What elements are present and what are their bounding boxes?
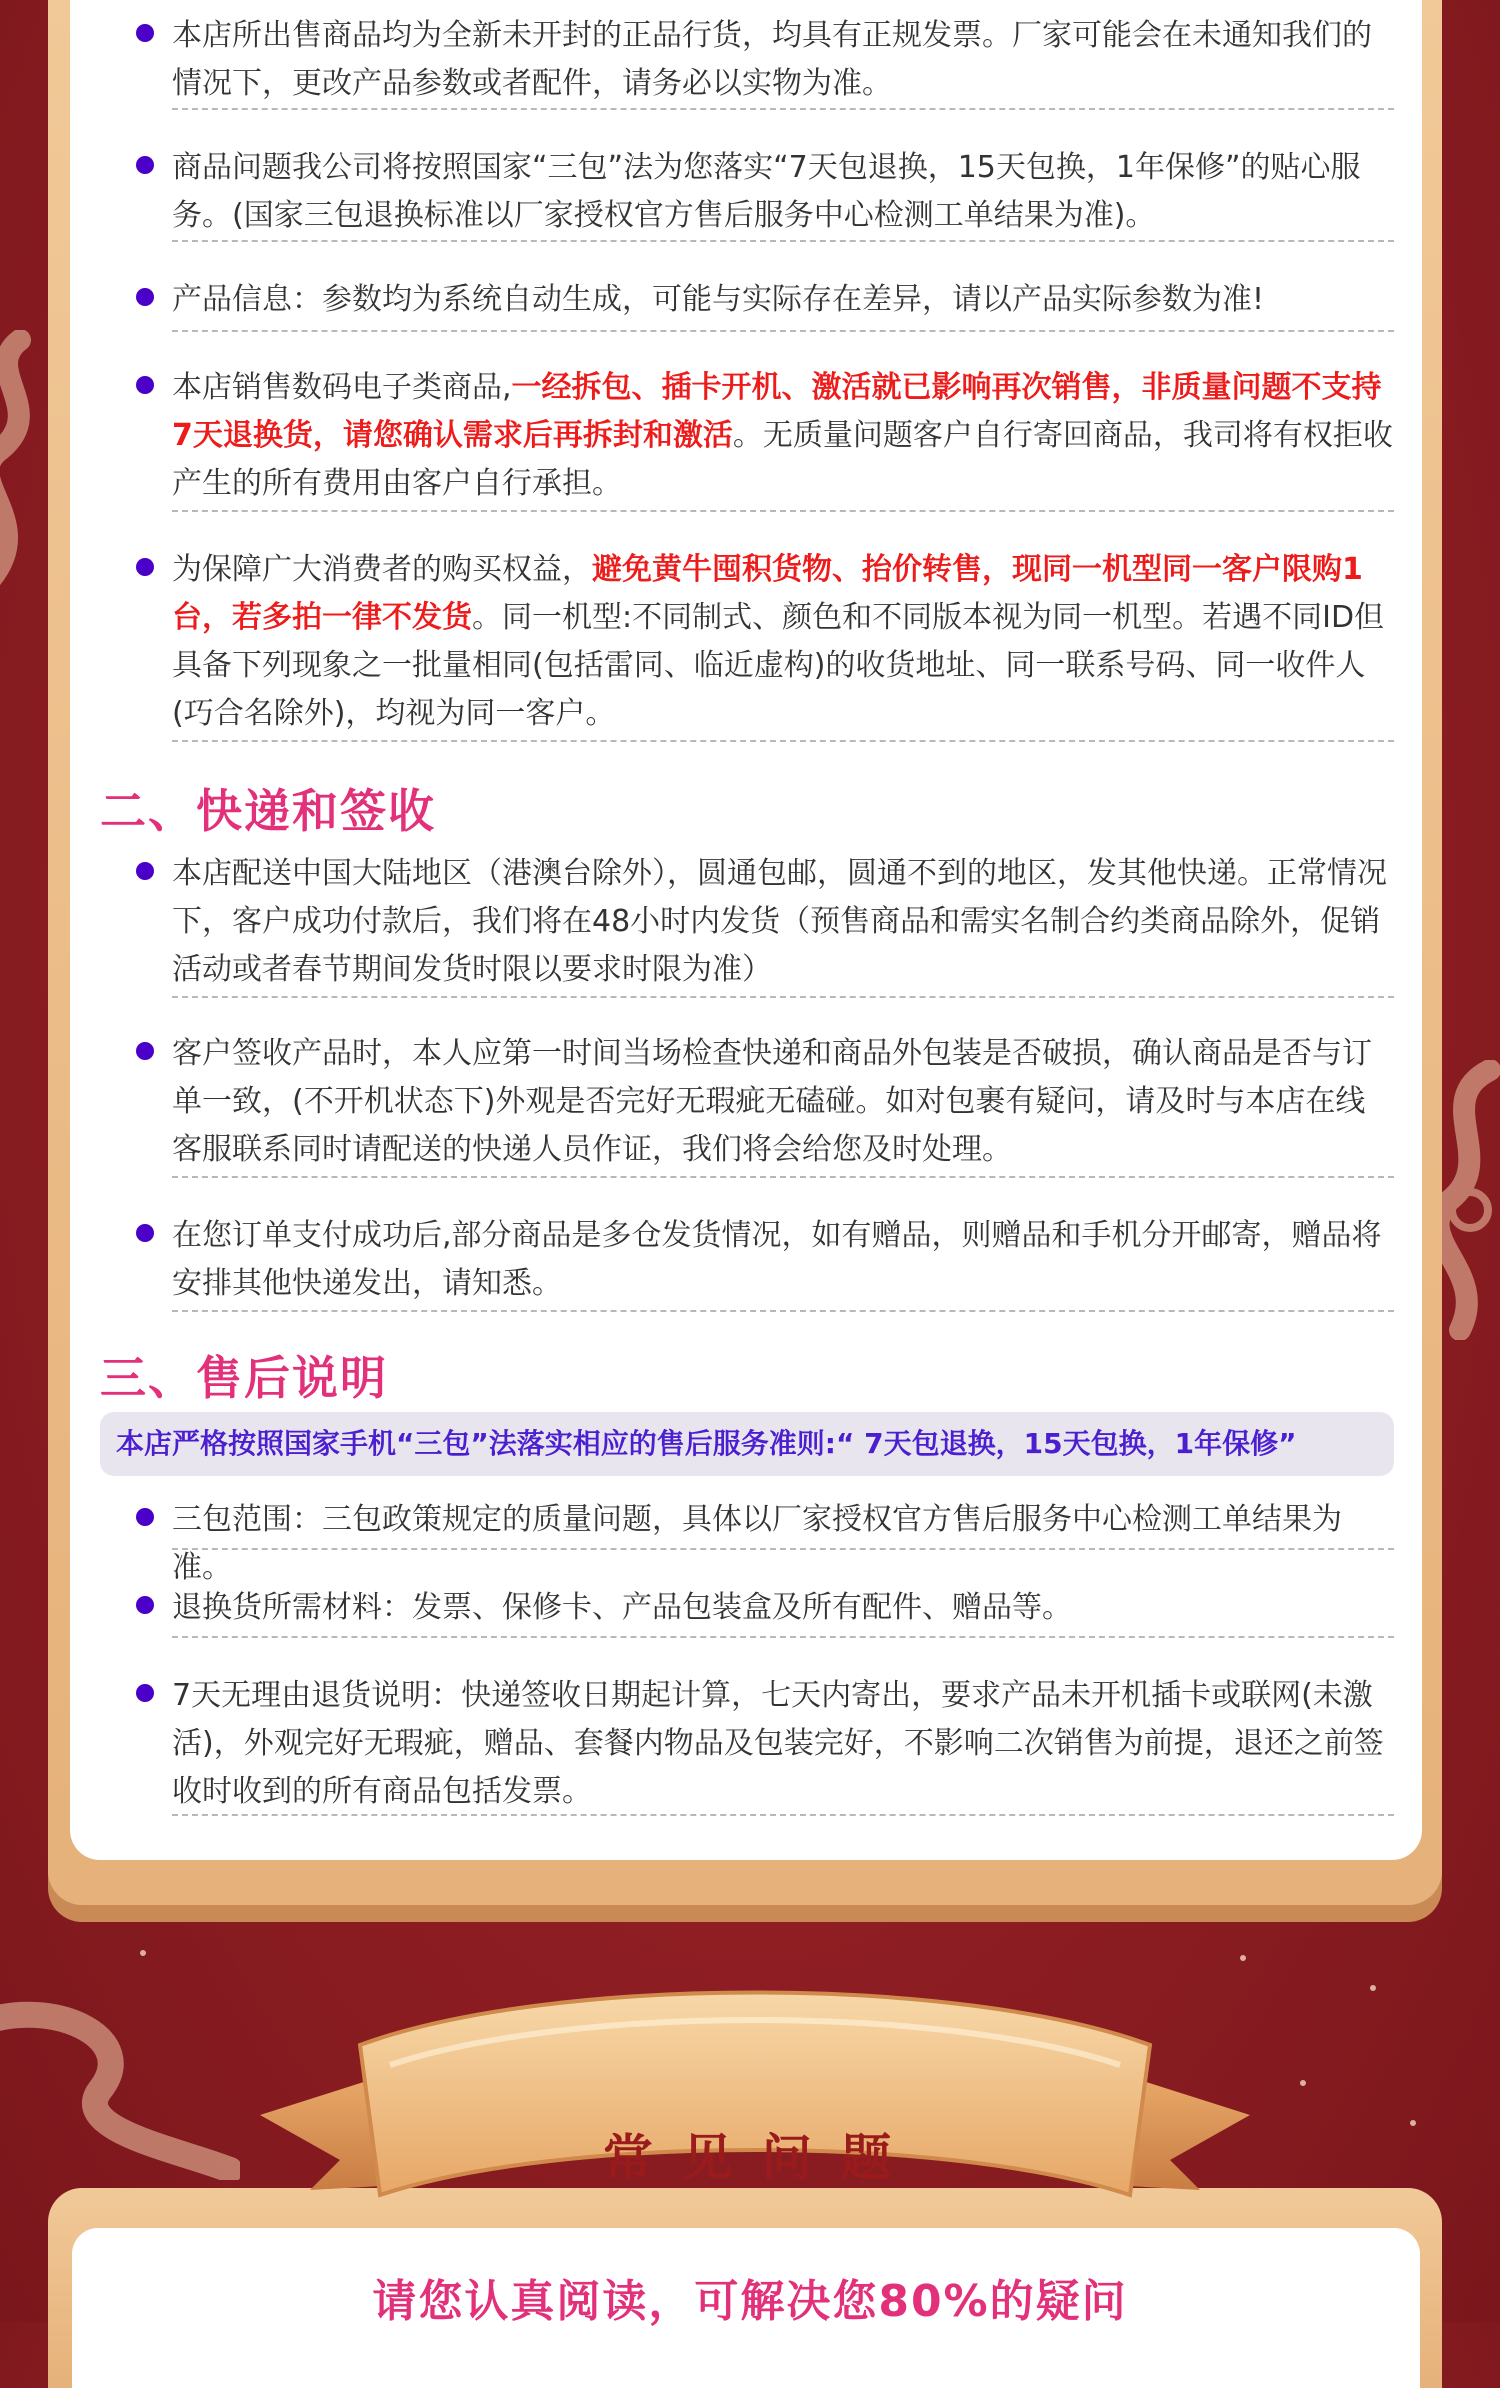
policy-text [172,364,1394,508]
text-part: 为保障广大消费者的购买权益， [172,552,592,587]
bullet-icon [136,156,154,174]
sparkle [140,1950,146,1956]
bullet-icon [136,1508,154,1526]
text-part-highlight: 一经拆包、插卡开机、激活就已影响再次销售，非质量问题不支持7天退换货，请您确认需求后再拆封和激活 [172,370,1382,453]
after-sales-notice: 本店严格按照国家手机“三包”法落实相应的售后服务准则:“ 7天包退换，15天包换，1年保修” [100,1412,1394,1476]
dashed-divider [172,1310,1394,1312]
text-part: 客户签收产品时，本人应第一时间当场检查快递和商品外包装是否破损，确认商品是否与订单一致，(不开机状态下)外观是否完好无瑕疵无磕碰。如对包裹有疑问，请及时与本店在线客服联系同时请配送的快递人员作证，我们将会给您及时处理。 [172,1036,1372,1167]
text-part: 在您订单支付成功后,部分商品是多仓发货情况，如有赠品，则赠品和手机分开邮寄，赠品将安排其他快递发出，请知悉。 [172,1218,1382,1301]
dashed-divider [172,1176,1394,1178]
policy-text [172,850,1394,994]
faq-ribbon-label: 常 见 问 题 [602,2128,898,2187]
policy-text [172,546,1394,738]
bullet-icon [136,288,154,306]
dashed-divider [172,240,1394,242]
bullet-icon [136,24,154,42]
dashed-divider [172,1548,1394,1550]
text-part: 本店所出售商品均为全新未开封的正品行货，均具有正规发票。厂家可能会在未通知我们的情况下，更改产品参数或者配件，请务必以实物为准。 [172,18,1372,101]
bullet-icon [136,1684,154,1702]
policy-text [172,276,1394,324]
policy-text [172,1672,1394,1816]
text-part: 7天无理由退货说明：快递签收日期起计算，七天内寄出，要求产品未开机插卡或联网(未激活)，外观完好无瑕疵，赠品、套餐内物品及包装完好，不影响二次销售为前提，退还之前签收时收到的所有商品包括发票。 [172,1678,1384,1809]
dashed-divider [172,330,1394,332]
policy-text [172,1584,1394,1632]
policy-text [172,12,1394,108]
dashed-divider [172,1636,1394,1638]
dashed-divider [172,510,1394,512]
section-title-shipping: 二、快递和签收 [100,784,436,838]
policy-text [172,1496,1394,1592]
text-part: 商品问题我公司将按照国家“三包”法为您落实“7天包退换，15天包换，1年保修”的贴心服务。(国家三包退换标准以厂家授权官方售后服务中心检测工单结果为准)。 [172,150,1361,233]
sparkle [1240,1955,1246,1961]
bullet-icon [136,376,154,394]
section-title-after-sales: 三、售后说明 [100,1351,388,1405]
text-part: 本店销售数码电子类商品, [172,370,512,405]
text-part: 产品信息：参数均为系统自动生成，可能与实际存在差异，请以产品实际参数为准! [172,282,1265,317]
bullet-icon [136,1224,154,1242]
dashed-divider [172,740,1394,742]
text-part: 退换货所需材料：发票、保修卡、产品包装盒及所有配件、赠品等。 [172,1590,1072,1625]
dashed-divider [172,108,1394,110]
sparkle [1370,1985,1376,1991]
text-part: 本店配送中国大陆地区（港澳台除外），圆通包邮，圆通不到的地区，发其他快递。正常情况下，客户成功付款后，我们将在48小时内发货（预售商品和需实名制合约类商品除外，促销活动或者春节期间发货时限以要求时限为准） [172,856,1387,987]
bullet-icon [136,1042,154,1060]
policy-text [172,1030,1394,1174]
dashed-divider [172,1814,1394,1816]
bullet-icon [136,1596,154,1614]
text-part: 。同一机型:不同制式、颜色和不同版本视为同一机型。若遇不同ID但具备下列现象之一批量相同(包括雷同、临近虚构)的收货地址、同一联系号码、同一收件人(巧合名除外)，均视为同一客户。 [172,600,1385,731]
sparkle [1300,2080,1306,2086]
faq-intro-text: 请您认真阅读，可解决您80%的疑问 [372,2276,1128,2327]
policy-text [172,1212,1394,1308]
text-part-highlight: 避免黄牛囤积货物、抬价转售，现同一机型同一客户限购1台，若多拍一律不发货 [172,552,1363,635]
text-part: 三包范围：三包政策规定的质量问题，具体以厂家授权官方售后服务中心检测工单结果为准。 [172,1502,1342,1585]
bullet-icon [136,862,154,880]
bullet-icon [136,558,154,576]
text-part: 。无质量问题客户自行寄回商品，我司将有权拒收产生的所有费用由客户自行承担。 [172,418,1393,501]
dashed-divider [172,996,1394,998]
policy-text [172,144,1394,240]
